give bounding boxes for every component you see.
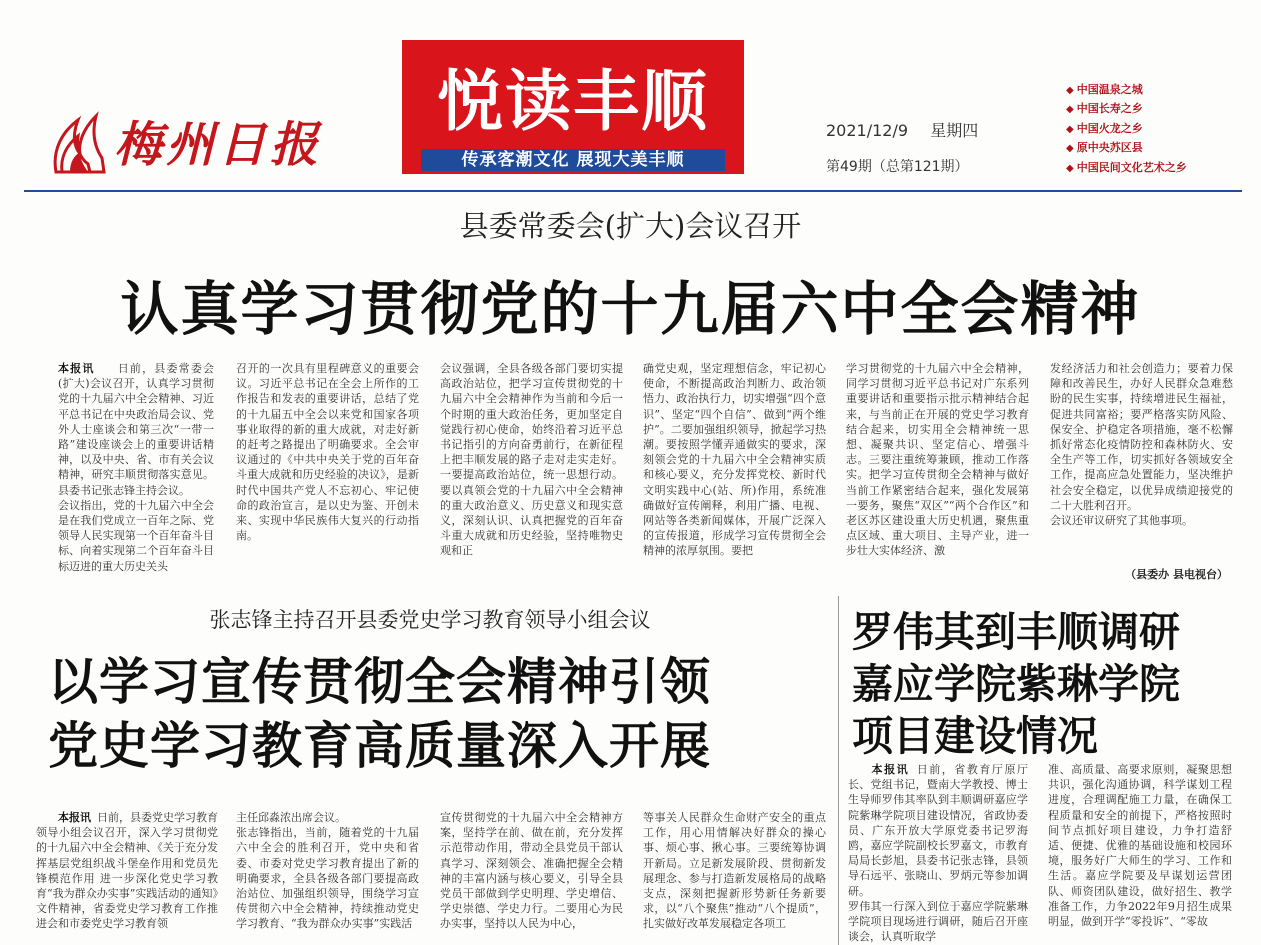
story1-lead-label: 本报讯 (58, 362, 95, 375)
story2-kicker: 张志锋主持召开县委党史学习教育领导小组会议 (209, 608, 651, 632)
newspaper-name: 梅州日报 (114, 117, 323, 173)
diamond-bullet-icon: ◆ (1066, 85, 1074, 96)
honor-tag: ◆ 中国火龙之乡 (1066, 121, 1143, 135)
story1-column-3: 会议强调，全县各级各部门要切实提高政治站位，把学习宣传贯彻党的十九届六中全会精神作为当前和今后一个时期的重大政治任务，更加坚定自觉践行初心使命，始终沿着习近平总书记指引的方向奋勇前行，在新征程上把丰顺发展的路子走对走实走好。一要提高政治站位，统一思想行动。要以真领会党的十九届六中全会精神的重大政治意义、历史意义和现实意义，深刻认识、认真把握党的百年奋斗重大成就和历史经验，坚持唯物史观和正 (440, 362, 623, 558)
supplement-title: 悦读丰顺 (437, 63, 709, 140)
story1-column-4: 确党史观，坚定理想信念，牢记初心使命，不断提高政治判断力、政治领悟力、政治执行力，切实增强“四个意识”、坚定“四个自信”、做到“两个维护”。二要加强组织领导，掀起学习热潮。要按照学懂弄通做实的要求，深刻领会党的十九届六中全会精神实质和核心要义，充分发挥党校、新时代文明实践中心(站、所)作用，系统准确做好宣传阐释，利用广播、电视、网站等各类新闻媒体，开展广泛深入的宣传报道，形成学习宣传贯彻全会精神的浓厚氛围。要把 (643, 362, 826, 558)
story1-column-6: 发经济活力和社会创造力；要着力保障和改善民生，办好人民群众急难愁盼的民生实事，持续增进民生福祉，促进共同富裕；要严格落实防风险、保安全、护稳定各项措施，毫不松懈抓好常态化疫情防控和森林防火、安全生产等工作，切实抓好各领域安全工作，提高应急处置能力，坚决维护社会安全稳定，以优异成绩迎接党的二十大胜利召开。 会议还审议研究了其他事项。 (1050, 362, 1233, 528)
story2-column-3: 宣传贯彻党的十九届六中全会精神方案，坚持学在前、做在前，充分发挥示范带动作用，带动全县党员干部认真学习、深刻领会、准确把握全会精神的丰富内涵与核心要义，引导全县党员干部做到学史明理、学史增信、学史崇德、学史力行。二要用心为民办实事，坚持以人民为中心， (440, 811, 623, 931)
honor-tag: ◆ 中国长寿之乡 (1066, 102, 1143, 116)
story3-headline (852, 606, 1180, 762)
story2-column-1: 本报讯 日前，县委党史学习教育领导小组会议召开，深入学习贯彻党的十九届六中全会精神、《关于充分发挥基层党组织战斗堡垒作用和党员先锋模范作用 进一步深化党史学习教育“我为群众办实事”实践活动的通知》文件精神，省委党史学习教育工作推进会和市委党史学习教育领 (36, 811, 218, 931)
story1-column-1: 本报讯 日前，县委常委会(扩大)会议召开，认真学习贯彻党的十九届六中全会精神、习近平总书记在中央政治局会议、党外人士座谈会和第三次“一带一路”建设座谈会上的重要讲话精神，以及中央、省、市有关会议精神，研究丰顺贯彻落实意见。县委书记张志锋主持会议。 会议指出，党的十九届六中全会是在我们党成立一百年之际、党领导人民实现第一个百年奋斗目标、向着实现第二个百年奋斗目标迈进的重大历史关头 (58, 362, 214, 573)
diamond-bullet-icon: ◆ (1066, 104, 1074, 116)
story3-divider (838, 596, 839, 945)
masthead-divider (24, 190, 1242, 192)
story1-signature: （县委办 县电视台） (1125, 568, 1228, 581)
diamond-bullet-icon: ◆ (1066, 123, 1074, 135)
story2-headline-line-1: 以学习宣传贯彻全会精神引领 (48, 652, 711, 711)
story1-column-2: 召开的一次具有里程碑意义的重要会议。习近平总书记在全会上所作的工作报告和发表的重要讲话，总结了党的十九届五中全会以来党和国家各项事业取得的新的重大成就，对走好新的赶考之路提出了明确要求。全会审议通过的《中共中央关于党的百年奋斗重大成就和历史经验的决议》，是新时代中国共产党人不忘初心、牢记使命的政治宣言，是以史为鉴、开创未来、实现中华民族伟大复兴的行动指南。 (236, 362, 419, 543)
story2-headline-line-2: 党史学习教育高质量深入开展 (48, 716, 711, 775)
story1-column-5: 学习贯彻党的十九届六中全会精神，同学习贯彻习近平总书记对广东系列重要讲话和重要指示批示精神结合起来，与当前正在开展的党史学习教育结合起来，切实用全会精神统一思想、凝聚共识、坚定信心、增强斗志。三要注重统筹兼顾，推动工作落实。把学习宣传贯彻全会精神与做好当前工作紧密结合起来，强化发展第一要务，聚焦“双区”“两个合作区”和老区苏区建设重大历史机遇，聚焦重点区域、重大项目、主导产业，进一步壮大实体经济、激 (846, 362, 1029, 558)
story3-headline-line-1: 罗伟其到丰顺调研 (852, 608, 1180, 656)
honor-tag: ◆ 中国温泉之城 (1066, 83, 1143, 96)
issue-date: 2021/12/9 (826, 121, 909, 140)
flame-emblem-icon (48, 102, 110, 176)
supplement-slogan: 传承客潮文化 展现大美丰顺 (421, 149, 725, 171)
diamond-bullet-icon: ◆ (1066, 143, 1074, 155)
story2-lead-label: 本报讯 (58, 811, 91, 824)
story1-kicker: 县委常委会(扩大)会议召开 (459, 209, 802, 243)
story2-headline (48, 650, 711, 778)
honor-tag: ◆ 中国民间文化艺术之乡 (1066, 160, 1187, 174)
story3-column-2: 准、高质量、高要求原则，凝聚思想共识，强化沟通协调，科学谋划工程进度，合理调配施工力量，在确保工程质量和安全的前提下，严格按照时间节点抓好项目建设，力争打造舒适、便捷、优雅的基础设施和校园环境，服务好广大师生的学习、工作和生活。嘉应学院要及早谋划运营团队、师资团队建设，做好招生、教学准备工作，力争2022年9月招生成果明显，做到开学“零投诉”、“零故 (1048, 763, 1232, 929)
supplement-brand-block (402, 40, 744, 174)
honor-tag: ◆ 原中央苏区县 (1066, 141, 1143, 155)
county-honor-tags (1066, 80, 1187, 177)
dateline (826, 118, 978, 141)
story2-column-4: 等事关人民群众生命财产安全的重点工作，用心用情解决好群众的操心事、烦心事、揪心事。三要统筹协调开新局。立足新发展阶段、贯彻新发展理念、参与打造新发展格局的战略支点，深刻把握新形势新任务新要求，以“八个聚焦”推动“八个提质”，扎实做好改革发展稳定各项工 (643, 811, 826, 931)
story3-headline-line-2: 嘉应学院紫琳学院 (852, 660, 1180, 708)
story1-headline: 认真学习贯彻党的十九届六中全会精神 (120, 275, 1141, 343)
story2-column-2: 主任邱淼浓出席会议。 张志锋指出，当前，随着党的十九届六中全会的胜利召开，党中央和省委、市委对党史学习教育提出了新的明确要求，全县各级各部门要提高政治站位、加强组织领导，围绕学习宣传贯彻六中全会精神，持续推动党史学习教育、“我为群众办实事”实践活 (236, 811, 419, 931)
issue-weekday: 星期四 (930, 121, 979, 140)
issue-number: 第49期（总第121期） (826, 159, 969, 175)
diamond-bullet-icon: ◆ (1066, 162, 1074, 174)
story3-headline-line-3: 项目建设情况 (852, 712, 1098, 760)
story3-column-1: 本报讯 日前，省教育厅原厅长、党组书记，暨南大学教授、博士生导师罗伟其率队到丰顺调研嘉应学院紫琳学院项目建设情况，省政协委员、广东开放大学原党委书记罗海鸥，嘉应学院副校长罗嘉文，市教育局局长彭旭，县委书记张志锋，县领导石远平、张晓山、罗炳元等参加调研。 罗伟其一行深入到位于嘉应学院紫琳学院项目现场进行调研，随后召开座谈会，认真听取学 (848, 763, 1028, 944)
newspaper-logo (48, 100, 368, 180)
story3-lead-label: 本报讯 (870, 763, 910, 776)
